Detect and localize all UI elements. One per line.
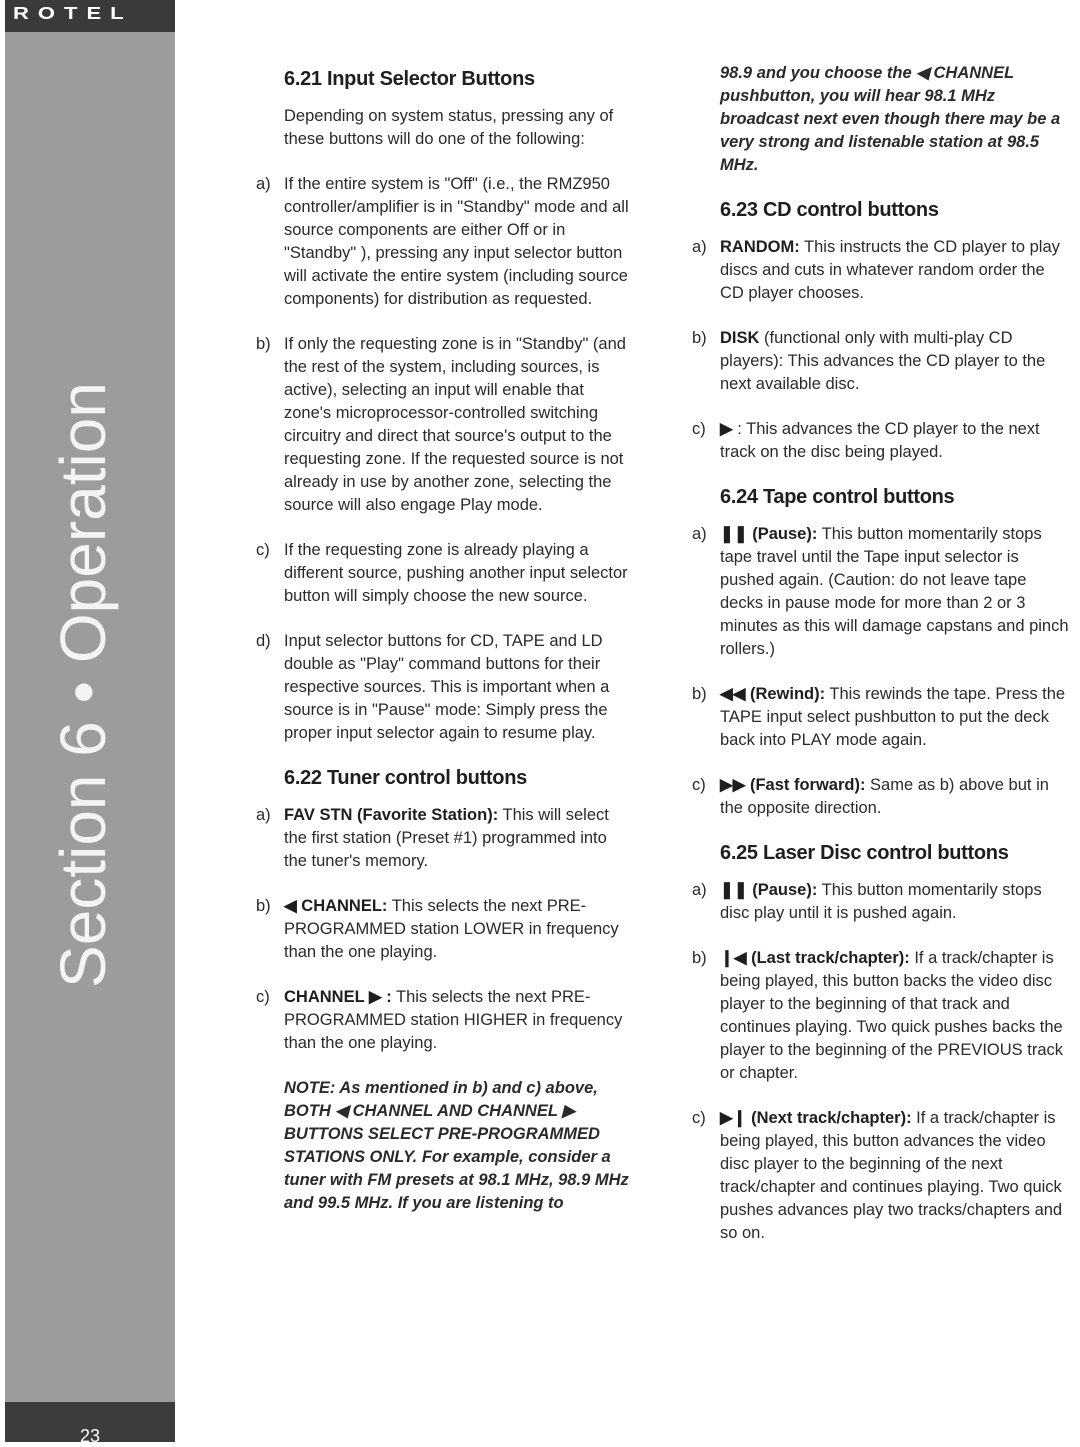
list-item: [692, 774, 1070, 820]
item-term: ▶▶ (Fast forward):: [720, 776, 866, 794]
section-sidebar: [5, 0, 175, 1446]
note-continued: 98.9 and you choose the ◀ CHANNEL pushbutton, you will hear 98.1 MHz broadcast next even though there may be a very strong and listenable station at 98.5 MHz.: [720, 64, 1061, 174]
item-term: ❚❚ (Pause):: [720, 881, 818, 899]
item-text: If only the requesting zone is in "Standby" (and the rest of the system, including sources, is active), selecting an input will enable that zone's microprocessor-controlled switching circuitry and direct that source's output to the requesting zone. If the requested source is not already in use by another zone, selecting the source will also engage Play mode.: [284, 335, 626, 514]
list-item: [692, 947, 1070, 1085]
list-item: [692, 236, 1070, 305]
item-text: If a track/chapter is being played, this button advances the video disc player to the beginning of the next track/chapter and continues playing. Two quick pushes advances play two tracks/chapters and so on.: [720, 1109, 1063, 1242]
item-term: ▶: [720, 420, 733, 438]
item-label: c): [692, 776, 706, 794]
item-text: (functional only with multi-play CD players): This advances the CD player to the next available disc.: [720, 329, 1046, 393]
list-item: [692, 418, 1070, 464]
item-label: b): [256, 897, 271, 915]
item-text: This button momentarily stops tape travel until the Tape input selector is pushed again. (Caution: do not leave tape decks in pause mode for more than 2 or 3 minutes as this will damage capstans and pinch rollers.): [720, 525, 1069, 658]
item-text: This button momentarily stops disc play until it is pushed again.: [720, 881, 1042, 922]
list-item: [692, 683, 1070, 752]
item-term: RANDOM:: [720, 238, 800, 256]
list-item: [256, 895, 634, 964]
item-term: CHANNEL ▶ :: [284, 988, 392, 1006]
section-title: Section 6 • Operation: [47, 382, 119, 988]
item-term: ▶❙ (Next track/chapter):: [720, 1109, 912, 1127]
item-label: b): [692, 949, 707, 967]
item-label: a): [692, 881, 707, 899]
page-number: 23: [79, 1426, 101, 1446]
heading-6-23: 6.23 CD control buttons: [720, 199, 939, 221]
list-item: [256, 630, 634, 745]
heading-6-24: 6.24 Tape control buttons: [720, 486, 955, 508]
list-item: [256, 539, 634, 608]
heading-6-21: 6.21 Input Selector Buttons: [284, 68, 535, 90]
list-item: [692, 523, 1070, 661]
item-label: c): [256, 541, 270, 559]
item-label: a): [256, 175, 271, 193]
item-label: d): [256, 632, 271, 650]
item-text: If the requesting zone is already playing a different source, pushing another input selector button will simply choose the new source.: [284, 541, 628, 605]
note-text: NOTE: As mentioned in b) and c) above, BOTH ◀ CHANNEL AND CHANNEL ▶ BUTTONS SELECT PRE-PROGRAMMED STATIONS ONLY. For example, consider a tuner with FM presets at 98.1 MHz, 98.9 MHz and 99.5 MHz. If you are listening to: [284, 1079, 629, 1212]
item-label: c): [692, 420, 706, 438]
item-text: If the entire system is "Off" (i.e., the RMZ950 controller/amplifier is in "Standby" mode and all source components are either Off or in "Standby" ), pressing any input selector button will activate the entire system (including source components) for distribution as requested.: [284, 175, 629, 308]
item-label: a): [692, 238, 707, 256]
item-label: c): [692, 1109, 706, 1127]
item-label: a): [256, 806, 271, 824]
list-item: [256, 333, 634, 517]
item-label: a): [692, 525, 707, 543]
list-item: [256, 986, 634, 1055]
item-term: DISK: [720, 329, 760, 347]
item-label: b): [692, 329, 707, 347]
item-term: ◀ CHANNEL:: [284, 897, 388, 915]
item-text: This rewinds the tape. Press the TAPE input select pushbutton to put the deck back into PLAY mode again.: [720, 685, 1066, 749]
rotel-logo: ROTEL: [5, 0, 175, 32]
item-text: Same as b) above but in the opposite direction.: [720, 776, 1049, 817]
item-text: Input selector buttons for CD, TAPE and LD double as "Play" command buttons for their respective sources. This is important when a source is in "Pause" mode: Simply press the proper input selector again to resume play.: [284, 632, 610, 742]
item-term: ◀◀ (Rewind):: [720, 685, 826, 703]
item-text: : This advances the CD player to the next track on the disc being played.: [720, 420, 1040, 461]
right-column: [692, 62, 1070, 1267]
item-text: This selects the next PRE-PROGRAMMED station LOWER in frequency than the one playing.: [284, 897, 619, 961]
list-item: [256, 173, 634, 311]
item-text: This instructs the CD player to play discs and cuts in whatever random order the CD player chooses.: [720, 238, 1060, 302]
heading-6-22: 6.22 Tuner control buttons: [284, 767, 527, 789]
item-label: c): [256, 988, 270, 1006]
item-text: This selects the next PRE-PROGRAMMED station HIGHER in frequency than the one playing.: [284, 988, 623, 1052]
left-column: [256, 68, 634, 1237]
item-term: FAV STN (Favorite Station):: [284, 806, 499, 824]
intro-text: Depending on system status, pressing any of these buttons will do one of the following:: [284, 107, 614, 148]
item-term: ❙◀ (Last track/chapter):: [720, 949, 910, 967]
list-item: [692, 1107, 1070, 1245]
list-item: [256, 804, 634, 873]
item-text: This will select the first station (Preset #1) programmed into the tuner's memory.: [284, 806, 609, 870]
list-item: [692, 327, 1070, 396]
item-label: b): [256, 335, 271, 353]
item-text: If a track/chapter is being played, this button backs the video disc player to the beginning of that track and continues playing. Two quick pushes backs the player to the beginning of the PREVIOUS track or chapter.: [720, 949, 1064, 1082]
item-term: ❚❚ (Pause):: [720, 525, 818, 543]
item-label: b): [692, 685, 707, 703]
list-item: [692, 879, 1070, 925]
heading-6-25: 6.25 Laser Disc control buttons: [720, 842, 1009, 864]
